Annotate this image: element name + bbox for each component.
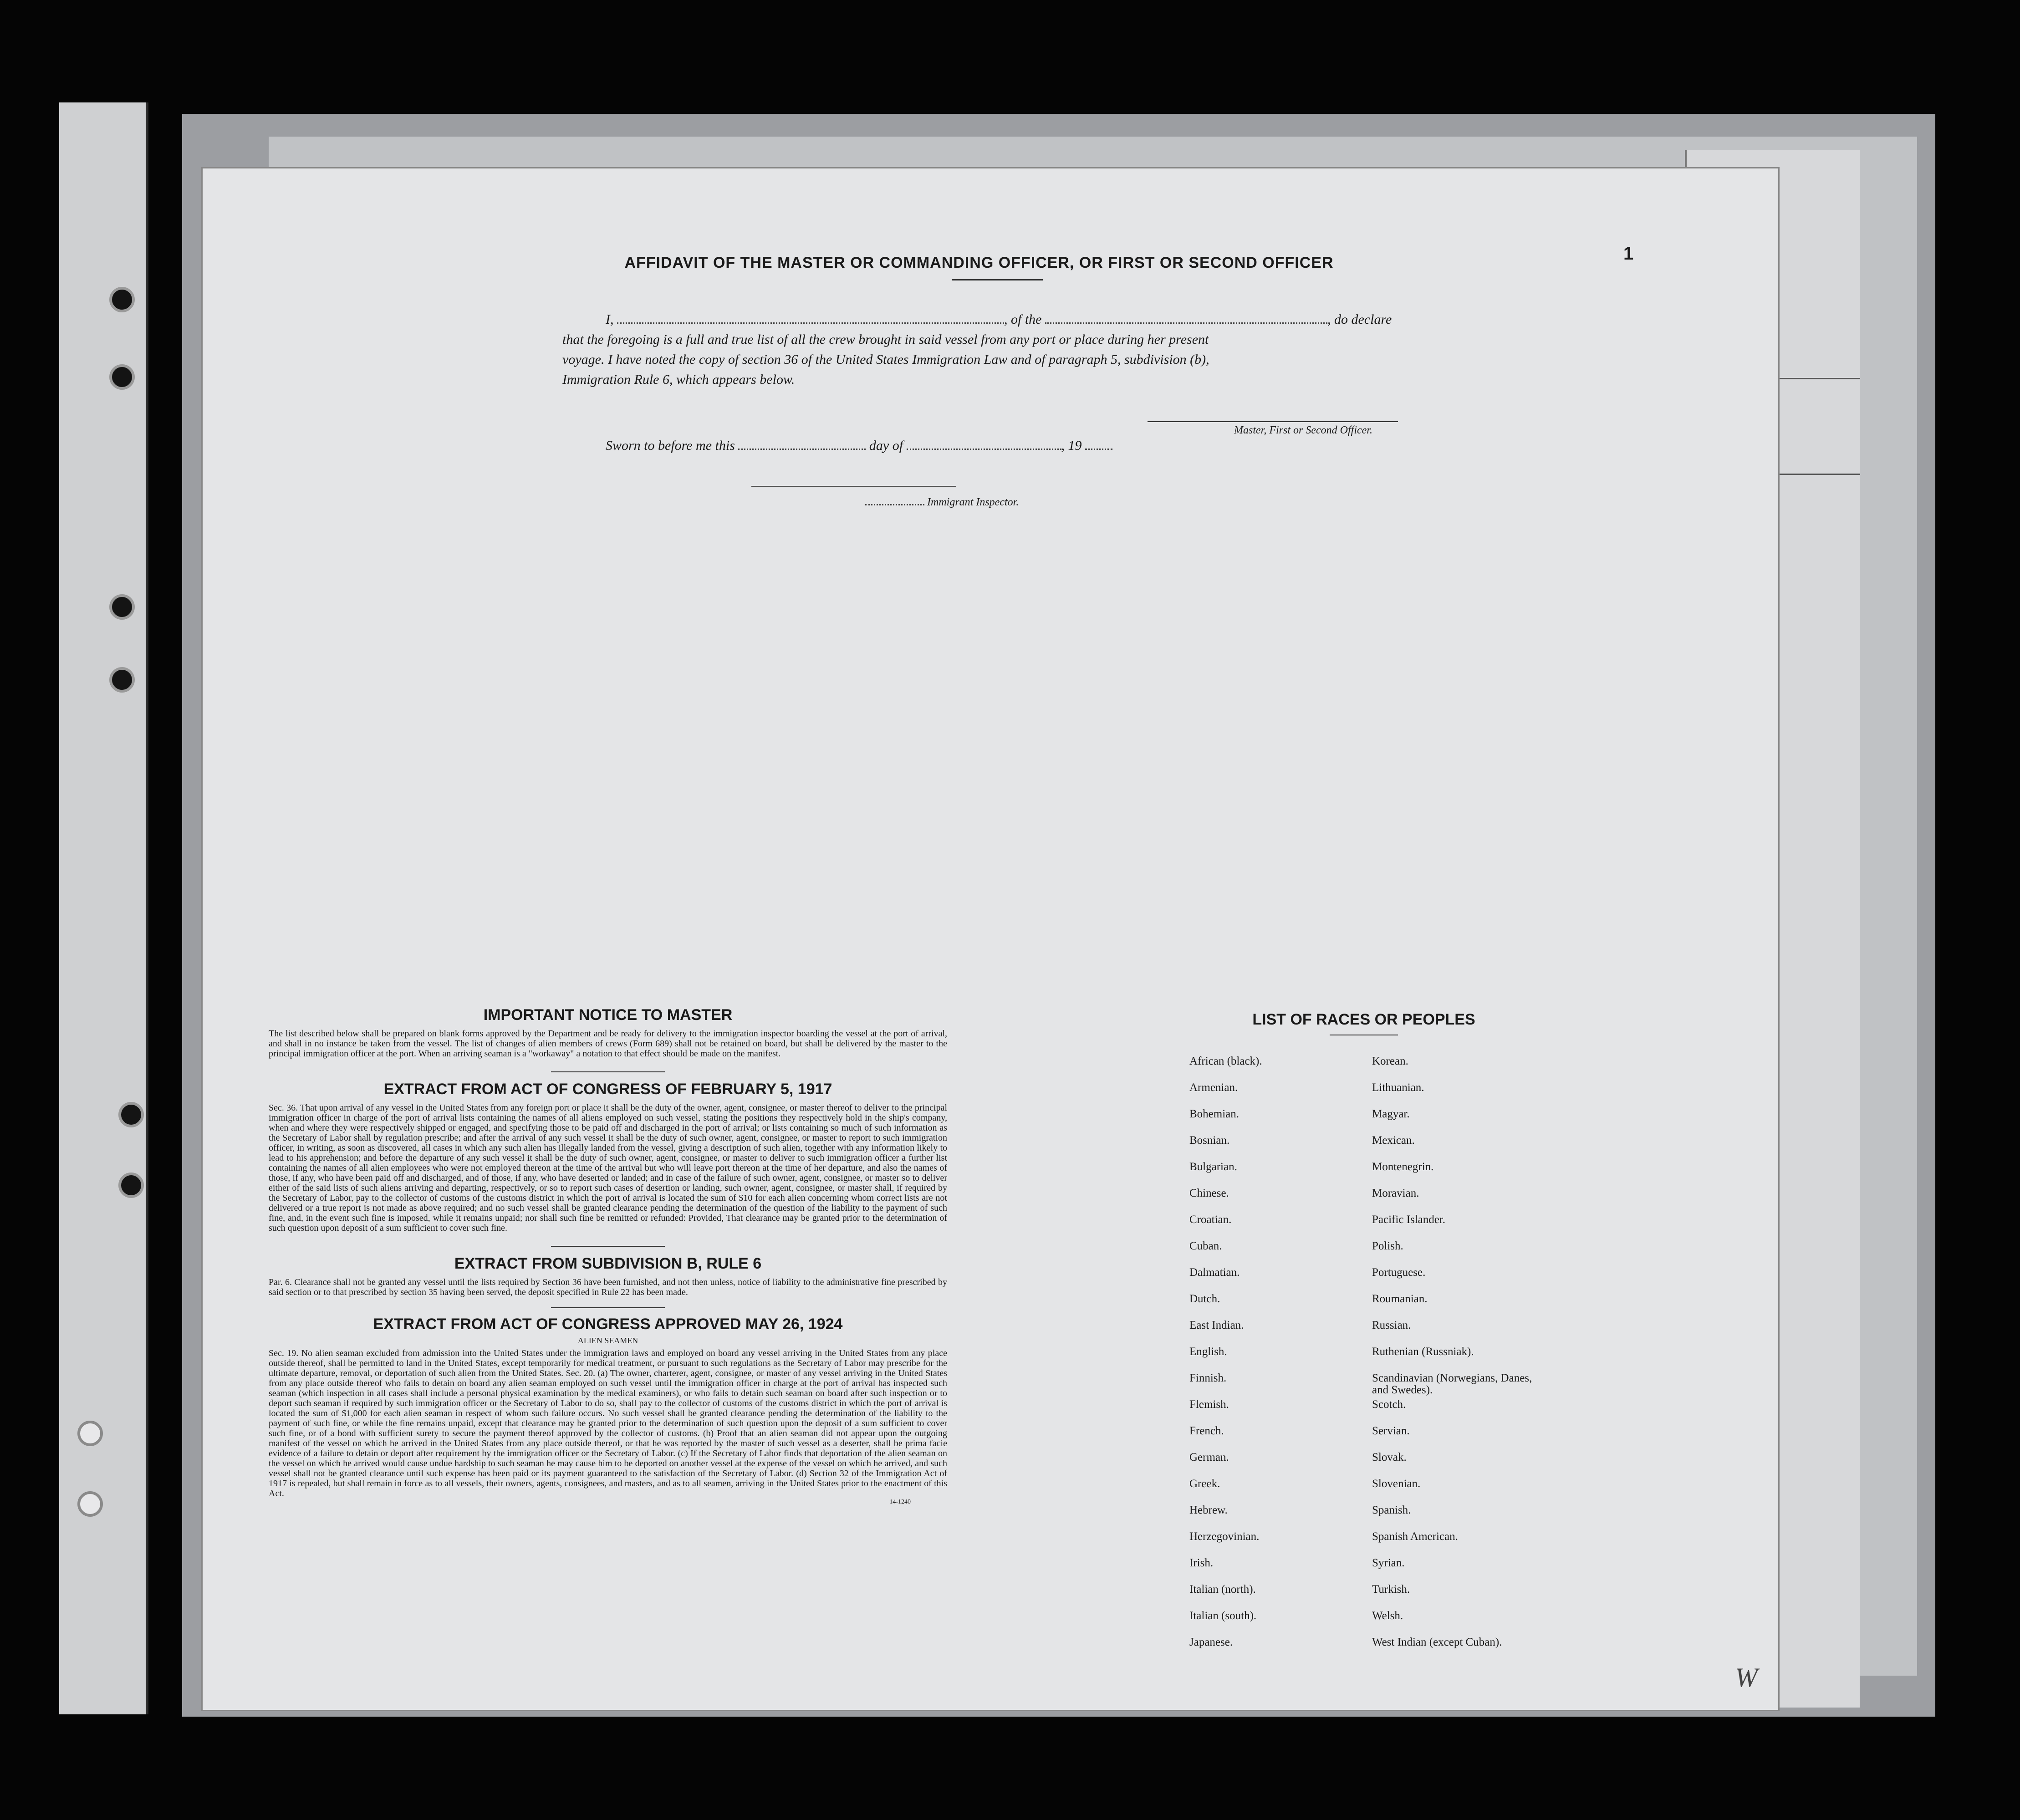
binder-hole xyxy=(118,1173,144,1198)
race-item: French. xyxy=(1189,1425,1224,1437)
race-item: Lithuanian. xyxy=(1372,1081,1424,1094)
sworn-year-field[interactable] xyxy=(1085,449,1112,450)
race-item: Flemish. xyxy=(1189,1398,1229,1411)
race-item: Hebrew. xyxy=(1189,1504,1228,1516)
inspector-label: Immigrant Inspector. xyxy=(927,496,1019,508)
extract-rule6-title: EXTRACT FROM SUBDIVISION B, RULE 6 xyxy=(454,1255,762,1272)
extract-1924-body: Sec. 19. No alien seaman excluded from admission into the United States under the immigration laws and employed on board any vessel arriving in the United States from any place outside thereof, shall be permitted to land in the United States, except temporarily for medical treatment, or pursuant to such regulations as the Secretary of Labor may prescribe for the ultimate departure, removal, or deportation of such alien from the United States. Sec. 20. (a) The owner, charterer, agent, consignee, or master of any vessel arriving in the United States from any place outside thereof who fails to detain on board any alien seaman employed on such vessel until the immigration officer in charge at the port of arrival has inspected such seaman (which inspection in all cases shall include a personal physical examination by the medical examiners), or who fails to detain such seaman on board after such inspection or to deport such seaman if required by such immigration officer or the Secretary of Labor to do so, shall pay to the collector of customs of the customs district in which the port of arrival is located the sum of $1,000 for each alien seaman in respect of whom such failure occurs. No such vessel shall be granted clearance pending the determination of the liability to the payment of such fine, or while the fine remains unpaid, except that clearance may be granted prior to the determination of such question upon the deposit of a sum sufficient to cover such fine, or of a bond with sufficient surety to secure the payment thereof approved by the collector of customs. (b) Proof that an alien seaman did not appear upon the outgoing manifest of the vessel on which he arrived in the United States from any place outside thereof, or that he was reported by the master of such vessel as a deserter, shall be prima facie evidence of a failure to detain or deport after requirement by the immigration officer or the Secretary of Labor. (c) If the Secretary of Labor finds that deportation of the alien seaman on the vessel on which he arrived would cause undue hardship to such seaman he may cause him to be deported on another vessel at the expense of the vessel on which he arrived, and such vessel shall not be granted clearance until such expense has been paid or its payment guaranteed to the satisfaction of the Secretary of Labor. (d) Section 32 of the Immigration Act of 1917 is repealed, but shall remain in force as to all vessels, their owners, agents, consignees, and masters, and as to all seamen, arriving in the United States prior to the enactment of this Act. xyxy=(269,1348,947,1499)
race-item: Pacific Islander. xyxy=(1372,1213,1446,1226)
races-title: LIST OF RACES OR PEOPLES xyxy=(1252,1011,1475,1028)
race-item: Bosnian. xyxy=(1189,1134,1230,1147)
affidavit-line-1 xyxy=(562,310,1437,330)
affidavit-i: I, xyxy=(606,312,614,327)
race-item: Irish. xyxy=(1189,1557,1214,1569)
ruled-line xyxy=(1778,378,1860,379)
signature-label: Master, First or Second Officer. xyxy=(1234,424,1372,436)
name-field[interactable] xyxy=(617,322,1004,324)
binder-hole xyxy=(109,594,135,620)
affidavit-line-3: voyage. I have noted the copy of section 36 of the United States Immigration Law and of paragraph 5, subdivision (b), xyxy=(562,352,1209,367)
race-item: Scandinavian (Norwegians, Danes, and Swedes). xyxy=(1372,1372,1532,1396)
extract-rule6-body: Par. 6. Clearance shall not be granted any vessel until the lists required by Section 36 have been furnished, and not then unless, notice of liability to the administrative fine prescribed by said section or to that prescribed by section 35 having been served, the deposit specified in Rule 22 has been made. xyxy=(269,1277,947,1297)
race-item: Armenian. xyxy=(1189,1081,1238,1094)
race-item: Slovak. xyxy=(1372,1451,1407,1463)
form-number: 14-1240 xyxy=(889,1499,911,1505)
race-item: Polish. xyxy=(1372,1240,1403,1252)
race-item: Slovenian. xyxy=(1372,1478,1421,1490)
sworn-month-field[interactable] xyxy=(907,449,1061,450)
title-rule xyxy=(952,279,1043,280)
binder-hole xyxy=(118,1102,144,1127)
race-item: Portuguese. xyxy=(1372,1266,1426,1279)
race-item: Croatian. xyxy=(1189,1213,1232,1226)
notice-body: The list described below shall be prepared on blank forms approved by the Department and be ready for delivery to the immigration inspector boarding the vessel at the port of arrival, and shall in no instance be taken from the vessel. The list of changes of alien members of crews (Form 689) shall not be retained on board, but shall be delivered by the master to the principal immigration officer at the port. When an arriving seaman is a "workaway" a notation to that effect should be made on the manifest. xyxy=(269,1029,947,1059)
race-item: Syrian. xyxy=(1372,1557,1405,1569)
race-item: Montenegrin. xyxy=(1372,1161,1434,1173)
race-item: Dalmatian. xyxy=(1189,1266,1240,1279)
sworn-label: Sworn to before me this xyxy=(606,438,735,453)
races-left-column xyxy=(1189,1055,1340,1663)
race-item: Welsh. xyxy=(1372,1610,1403,1622)
affidavit-text xyxy=(562,310,1437,390)
affidavit-title: AFFIDAVIT OF THE MASTER OR COMMANDING OFFICER, OR FIRST OR SECOND OFFICER xyxy=(624,254,1334,271)
section-rule xyxy=(551,1071,665,1072)
race-item: West Indian (except Cuban). xyxy=(1372,1636,1502,1648)
affidavit-line-2: that the foregoing is a full and true list of all the crew brought in said vessel from any port or place during her present xyxy=(562,332,1209,347)
races-right-column xyxy=(1372,1055,1545,1663)
race-item: Russian. xyxy=(1372,1319,1411,1331)
margin-note: W xyxy=(1735,1662,1758,1693)
race-item: German. xyxy=(1189,1451,1229,1463)
race-item: Italian (north). xyxy=(1189,1583,1256,1596)
inspector-line xyxy=(865,496,1019,509)
binder-hole xyxy=(77,1491,103,1517)
race-item: Roumanian. xyxy=(1372,1293,1428,1305)
race-item: Korean. xyxy=(1372,1055,1408,1067)
affidavit-declare: , do declare xyxy=(1327,312,1392,327)
race-item: African (black). xyxy=(1189,1055,1262,1067)
race-item: Chinese. xyxy=(1189,1187,1229,1199)
notice-column xyxy=(269,1006,947,1506)
race-item: Greek. xyxy=(1189,1478,1220,1490)
binder-hole xyxy=(77,1421,103,1446)
race-item: Bohemian. xyxy=(1189,1108,1240,1120)
affidavit-of-the: , of the xyxy=(1004,312,1042,327)
ruled-line xyxy=(1778,474,1860,475)
sworn-day-field[interactable] xyxy=(738,449,866,450)
race-item: Servian. xyxy=(1372,1425,1410,1437)
race-item: Cuban. xyxy=(1189,1240,1222,1252)
notice-title: IMPORTANT NOTICE TO MASTER xyxy=(483,1006,733,1024)
race-item: Japanese. xyxy=(1189,1636,1233,1648)
inspector-signature-line xyxy=(751,486,956,487)
binder-hole xyxy=(109,287,135,312)
race-item: East Indian. xyxy=(1189,1319,1244,1331)
inspector-field[interactable] xyxy=(865,504,924,505)
race-item: Spanish American. xyxy=(1372,1530,1458,1543)
section-rule xyxy=(551,1307,665,1308)
signature-line xyxy=(1148,421,1398,422)
extract-1924-title: EXTRACT FROM ACT OF CONGRESS APPROVED MAY 26, 1924 xyxy=(373,1315,843,1333)
vessel-field[interactable] xyxy=(1045,322,1327,324)
race-item: English. xyxy=(1189,1346,1227,1358)
race-item: Magyar. xyxy=(1372,1108,1410,1120)
affidavit-line-4: Immigration Rule 6, which appears below. xyxy=(562,372,795,387)
sworn-line xyxy=(606,438,1198,454)
binder-strip xyxy=(59,102,148,1714)
year-label: , 19 xyxy=(1061,438,1082,453)
race-item: Mexican. xyxy=(1372,1134,1415,1147)
race-item: Moravian. xyxy=(1372,1187,1419,1199)
page-number: 1 xyxy=(1623,244,1634,264)
day-of-label: day of xyxy=(869,438,903,453)
race-item: Dutch. xyxy=(1189,1293,1220,1305)
race-item: Turkish. xyxy=(1372,1583,1410,1596)
race-item: Bulgarian. xyxy=(1189,1161,1237,1173)
race-item: Finnish. xyxy=(1189,1372,1227,1384)
section-rule xyxy=(551,1246,665,1247)
race-item: Scotch. xyxy=(1372,1398,1406,1411)
race-item: Herzegovinian. xyxy=(1189,1530,1260,1543)
race-item: Spanish. xyxy=(1372,1504,1411,1516)
race-item: Italian (south). xyxy=(1189,1610,1257,1622)
extract-1917-body: Sec. 36. That upon arrival of any vessel in the United States from any foreign port or place it shall be the duty of the owner, agent, consignee, or master thereof to deliver to the principal immigration officer in charge of the port of arrival lists containing the names of all aliens employed on such vessel, stating the positions they respectively hold in the ship's company, when and where they were respectively shipped or engaged, and specifying those to be paid off and discharged in the port of arrival; or lists containing so much of such information as the Secretary of Labor shall by regulation prescribe; and after the arrival of any such vessel it shall be the duty of such owner, agent, consignee, or master to report to such immigration officer, in writing, as soon as discovered, all cases in which any such alien has illegally landed from the vessel, giving a description of such alien, together with any information likely to lead to his apprehension; and before the departure of any such vessel it shall be the duty of such owner, agent, consignee, or master to deliver to such immigration officer a further list containing the names of all alien employees who were not employed thereon at the time of the arrival but who will leave port thereon at the time of her departure, and also the names of those, if any, who have been paid off and discharged, and of those, if any, who have deserted or landed; and in case of the failure of such owner, agent, consignee, or master so to deliver either of the said lists of such aliens arriving and departing, respectively, or so to report such cases of desertion or landing, such owner, agent, consignee, or master shall, if required by the Secretary of Labor, pay to the collector of customs of the customs district in which the port of arrival is located the sum of $10 for each alien concerning whom correct lists are not delivered or a true report is not made as above required; and no such vessel shall be granted clearance pending the determination of the question of the liability to the payment of such fine, and, in the event such fine is imposed, while it remains unpaid; nor shall such fine be remitted or refunded: Provided, That clearance may be granted prior to the determination of such question upon deposit of a sum sufficient to cover such fine. xyxy=(269,1103,947,1233)
extract-1917-title: EXTRACT FROM ACT OF CONGRESS OF FEBRUARY 5, 1917 xyxy=(383,1081,832,1098)
binder-hole xyxy=(109,364,135,390)
race-item: Ruthenian (Russniak). xyxy=(1372,1346,1474,1358)
extract-1924-subtitle: ALIEN SEAMEN xyxy=(577,1336,638,1345)
binder-hole xyxy=(109,667,135,693)
